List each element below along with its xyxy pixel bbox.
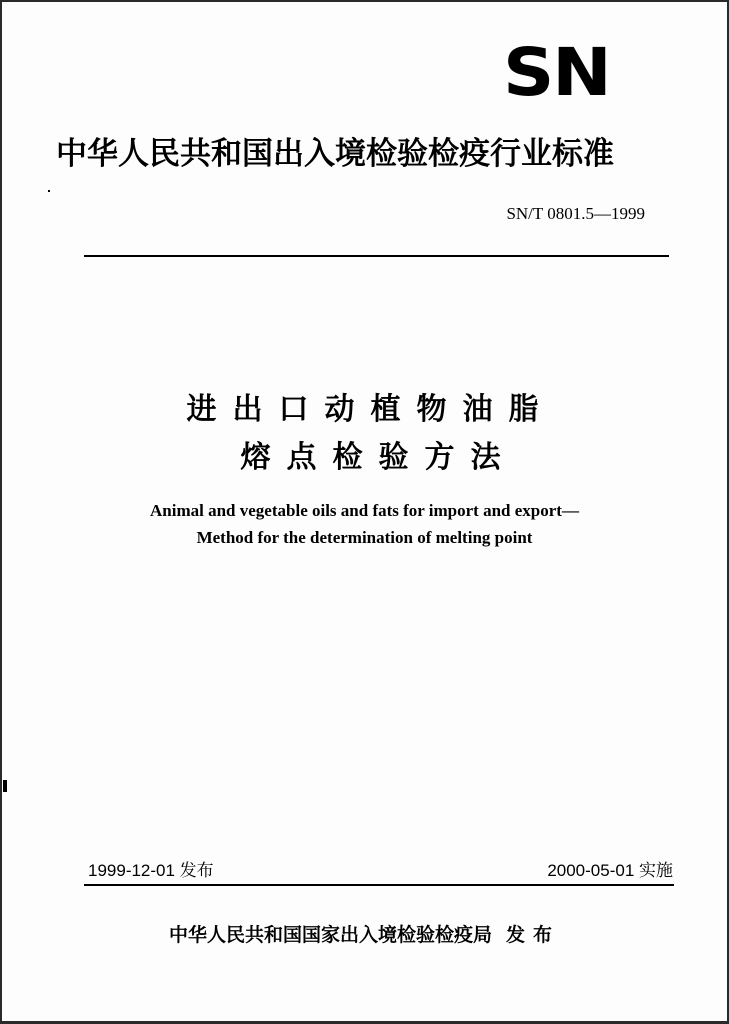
header-divider (84, 255, 669, 257)
publisher-action: 发布 (506, 924, 561, 946)
publisher-line (0, 922, 729, 948)
publisher-name: 中华人民共和国国家出入境检验检疫局 (168, 924, 492, 946)
footer-divider (84, 884, 674, 886)
implementation-date: 2000-05-01 实施 (547, 861, 673, 880)
sn-logo: SN (503, 34, 610, 111)
title-en-line-1: Animal and vegetable oils and fats for import and export— (150, 501, 579, 520)
issue-date: 1999-12-01 发布 (88, 861, 214, 880)
scan-speck (3, 780, 7, 792)
title-en-line-2: Method for the determination of melting point (196, 528, 533, 547)
title-cn-line-2: 熔点检验方法 (240, 440, 517, 475)
standard-code: SN/T 0801.5—1999 (506, 204, 645, 223)
scan-speck (48, 190, 50, 192)
title-cn-line-1: 进出口动植物油脂 (186, 392, 555, 427)
agency-title: 中华人民共和国出入境检验检疫行业标准 (56, 136, 614, 172)
scan-border-top (0, 0, 729, 2)
